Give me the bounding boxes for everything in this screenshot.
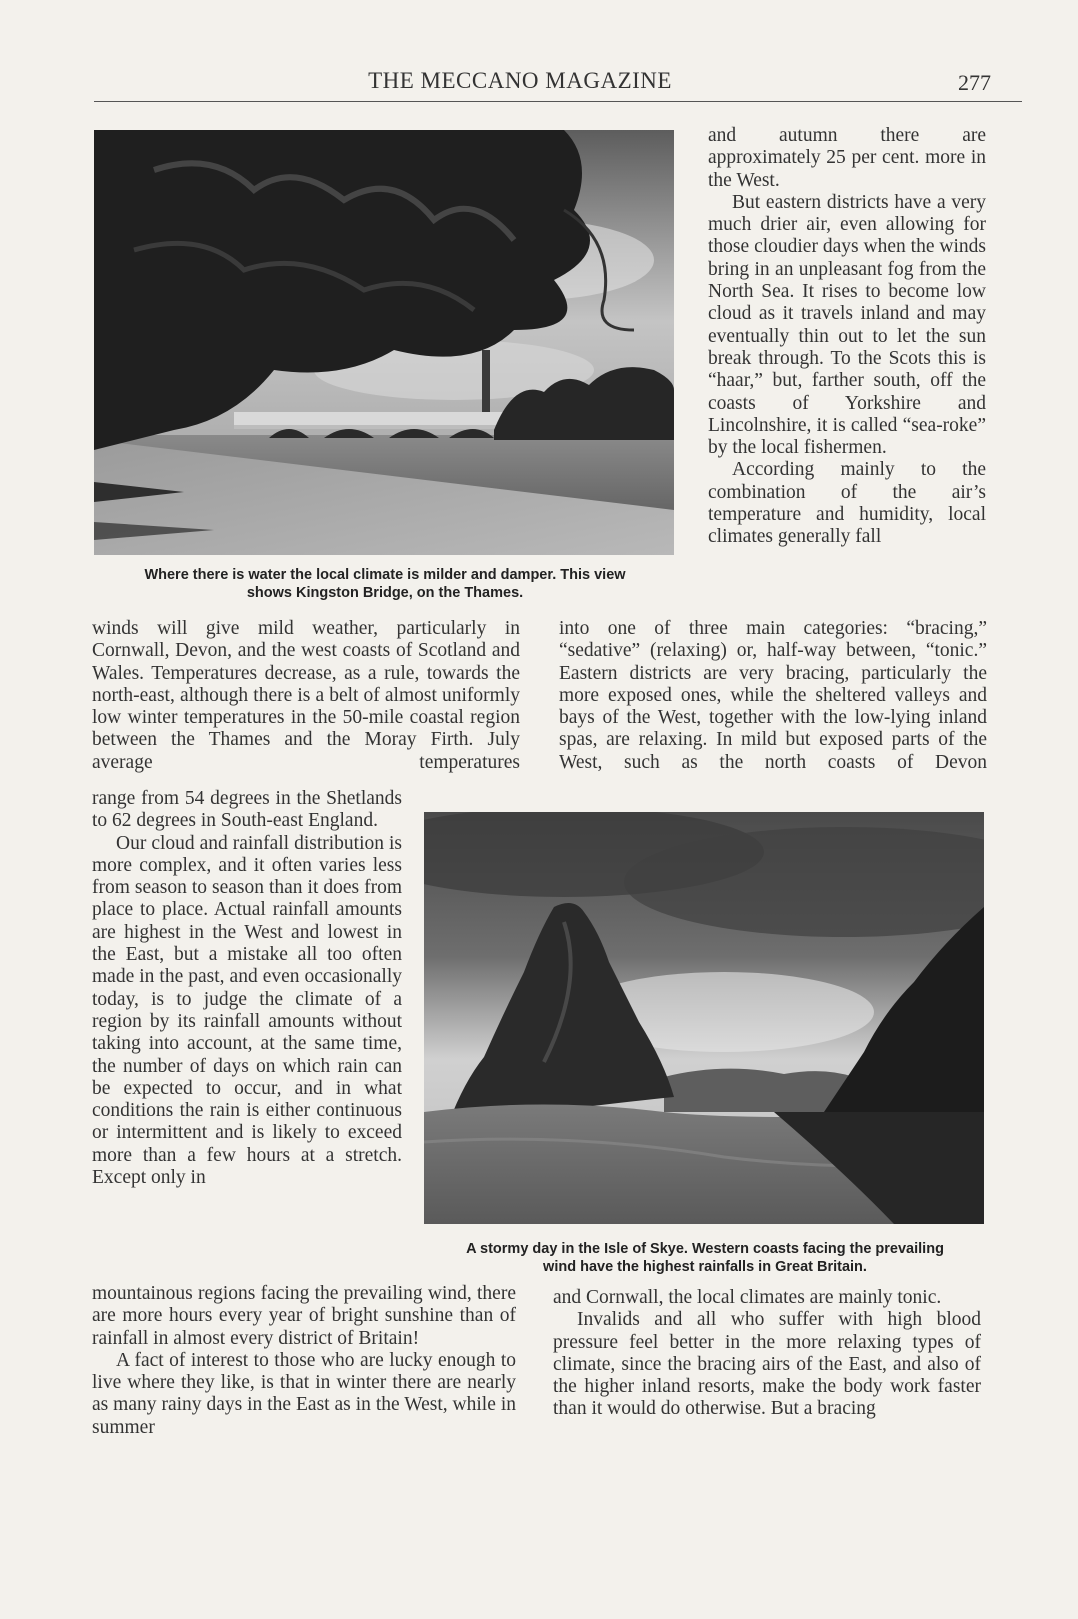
figure-1-caption-line-1: Where there is water the local climate is milder and damper. This view (144, 567, 626, 583)
bottom-left-column (92, 1283, 516, 1439)
middle-right-paragraph: into one of three main categories: “bracing,” “sedative” (relaxing) or, half-way between, “tonic.” Eastern districts are very bracing, particularly the more exposed ones, while the sheltered valleys and bays of the West, together with the low-lying inland spas, are relaxing. In mild but exposed parts of the West, such as the north coasts of Devon (559, 618, 987, 773)
figure-2-caption-line-2: wind have the highest rainfalls in Great Britain. (543, 1259, 867, 1275)
figure-1-caption (92, 566, 678, 602)
middle-left-paragraph: winds will give mild weather, particularly in Cornwall, Devon, and the west coasts of Scotland and Wales. Temperatures decrease, as a rule, towards the north-east, although there is a belt of almost uniformly low winter temperatures in the 50-mile coastal region between the Thames and the Moray Firth. July average temperatures (92, 618, 520, 773)
narrow-paragraph-2: Our cloud and rainfall distribution is more complex, and it often varies less from season to season than it does from place to place. Actual rainfall amounts are highest in the West and lowest in the East, but a mistake all too often made in the past, and even occasionally today, is to judge the climate of a region by its rainfall amounts without taking into account, at the same time, the number of days on which rain can be expected to occur, and in what conditions the rain is either continuous or intermittent and is likely to exceed more than a few hours at a stretch. Except only in (92, 832, 402, 1189)
bottom-right-column (553, 1287, 981, 1421)
bottom-right-paragraph-1: and Cornwall, the local climates are mainly tonic. (553, 1287, 942, 1308)
bottom-right-paragraph-2: Invalids and all who suffer with high blood pressure feel better in the more relaxing types of climate, since the bracing airs of the East, and also of the higher inland resorts, make the body work faster than it would do otherwise. But a bracing (553, 1309, 981, 1420)
bottom-left-paragraph-2: A fact of interest to those who are lucky enough to live where they like, is that in winter there are nearly as many rainy days in the East as in the West, while in summer (92, 1349, 516, 1438)
isle-of-skye-photo (424, 812, 984, 1224)
middle-left-column (92, 618, 520, 774)
figure-2-caption-line-1: A stormy day in the Isle of Skye. Western coasts facing the prevailing (466, 1241, 944, 1257)
figure-1-caption-line-2: shows Kingston Bridge, on the Thames. (246, 585, 524, 601)
magazine-title: THE MECCANO MAGAZINE (368, 68, 672, 93)
header-rule (94, 101, 1022, 102)
right-top-paragraph-2: But eastern districts have a very much drier air, even allowing for those cloudier days when the winds bring in an unpleasant fog from the North Sea. It rises to become low cloud as it travels inland and may eventually thin out to let the sun break through. To the Scots this is “haar,” but, farther south, off the coasts of Yorkshire and Lincolnshire, it is called “sea-roke” by the local fishermen. (708, 191, 986, 459)
right-top-paragraph-3: According mainly to the combination of the air’s temperature and humidity, local climates generally fall (708, 459, 986, 548)
narrow-paragraph-1: range from 54 degrees in the Shetlands to 62 degrees in South-east England. (92, 788, 402, 832)
narrow-left-column (92, 788, 402, 1189)
figure-2-caption (422, 1240, 988, 1276)
page-number: 277 (958, 70, 991, 95)
right-top-column (708, 125, 986, 549)
right-top-paragraph-1: and autumn there are approximately 25 per cent. more in the West. (708, 125, 986, 191)
bottom-left-paragraph-1: mountainous regions facing the prevailing wind, there are more hours every year of bright sunshine than of rainfall in almost every district of Britain! (92, 1283, 516, 1349)
kingston-bridge-photo (94, 130, 674, 555)
middle-right-column (559, 618, 987, 774)
